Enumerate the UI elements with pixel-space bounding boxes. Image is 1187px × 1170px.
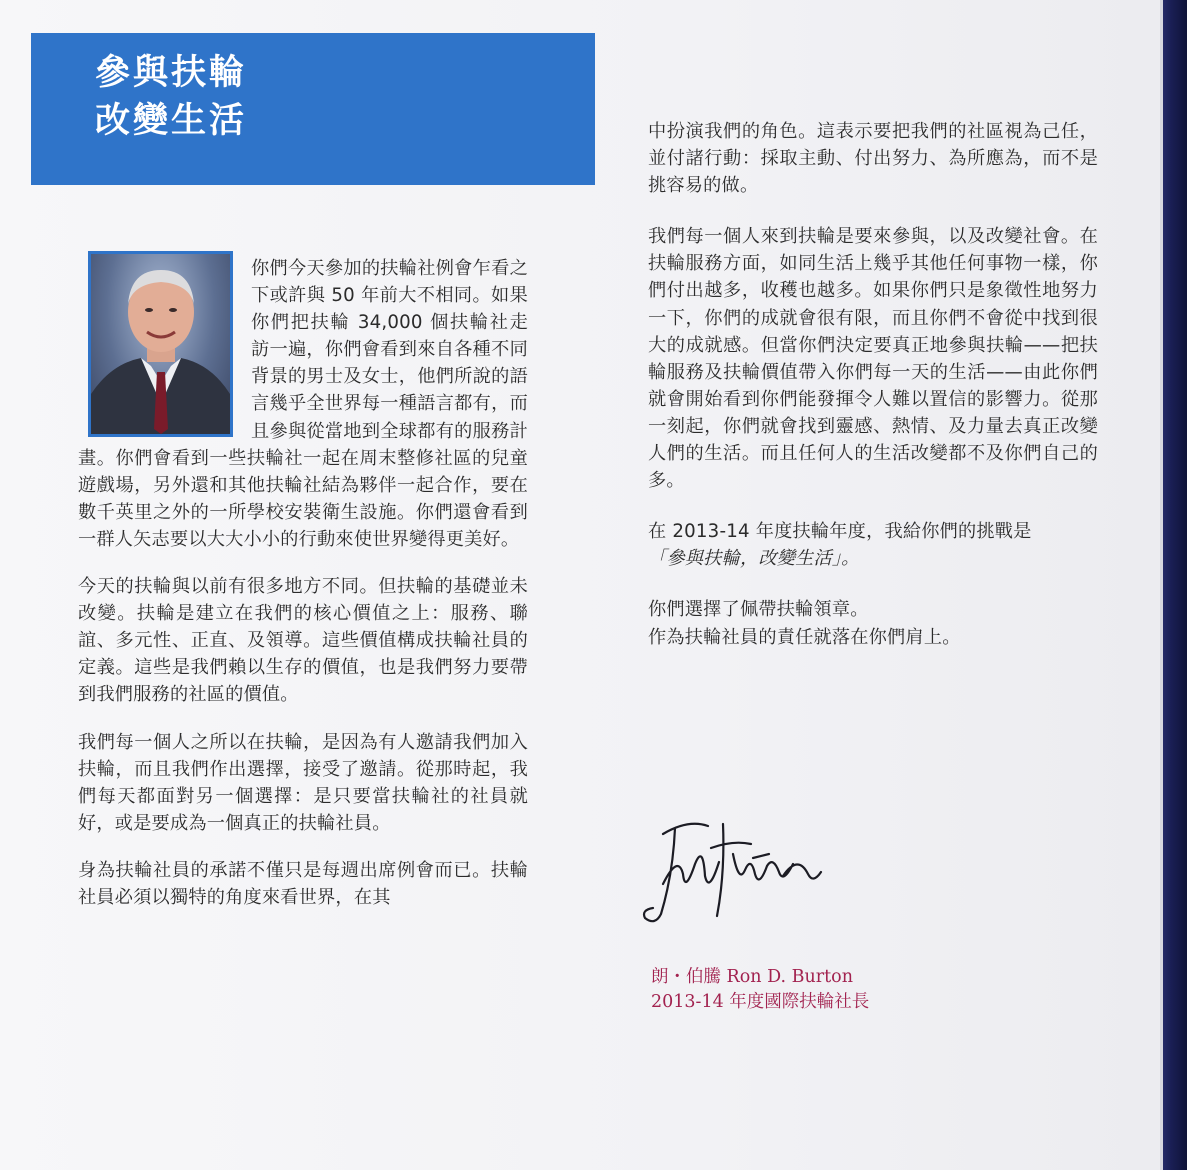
- title-line-2: 改變生活: [95, 101, 248, 141]
- signatory-name: 朗・伯騰 Ron D. Burton: [651, 967, 853, 987]
- photo-wrap-spacer: [78, 255, 251, 441]
- title-banner: [31, 33, 595, 185]
- title-line-1: 參與扶輪: [95, 53, 248, 93]
- left-paragraph-2: 今天的扶輪與以前有很多地方不同。但扶輪的基礎並未改變。扶輪是建立在我們的核心價值之上：服務、聯誼、多元性、正直、及領導。這些價值構成扶輪社員的定義。這些是我們賴以生存的價值，也是我們努力要帶到我們服務的社區的價值。: [78, 576, 528, 706]
- right-paragraph-3: [648, 518, 1098, 572]
- right-paragraph-1: 中扮演我們的角色。這表示要把我們的社區視為己任，並付諸行動：採取主動、付出努力、為所應為，而不是挑容易的做。: [648, 121, 1098, 197]
- closing-line-1: 你們選擇了佩帶扶輪領章。: [648, 599, 869, 621]
- challenge-intro: 在 2013-14 年度扶輪年度，我給你們的挑戰是: [648, 521, 1032, 543]
- left-text-column: [78, 255, 528, 911]
- left-paragraph-1: 你們今天參加的扶輪社例會乍看之下或許與 50 年前大不相同。如果你們把扶輪 34,000 個扶輪社走訪一遍，你們會看到來自各種不同背景的男士及女士，他們所說的語言幾乎全世界每一種語言都有，而且參與從當地到全球都有的服務計畫。你們會看到一些扶輪社一起在周末整修社區的兒童遊戲場，另外還和其他扶輪社結為夥伴一起合作，要在數千英里之外的一所學校安裝衛生設施。你們還會看到一群人矢志要以大大小小的行動來使世界變得更美好。: [78, 258, 528, 550]
- closing-line-2: 作為扶輪社員的責任就落在你們肩上。: [648, 626, 961, 648]
- right-paragraph-2: 我們每一個人來到扶輪是要來參與，以及改變社會。在扶輪服務方面，如同生活上幾乎其他任何事物一樣，你們付出越多，收穫也越多。如果你們只是象徵性地努力一下，你們的成就會很有限，而且你們不會從中找到很大的成就感。但當你們決定要真正地參與扶輪——把扶輪服務及扶輪價值帶入你們每一天的生活——由此你們就會開始看到你們能發揮令人難以置信的影響力。從那一刻起，你們就會找到靈感、熱情、及力量去真正改變人們的生活。而且任何人的生活改變都不及你們自己的多。: [648, 226, 1098, 492]
- left-paragraph-3: 我們每一個人之所以在扶輪，是因為有人邀請我們加入扶輪，而且我們作出選擇，接受了邀請。從那時起，我們每天都面對另一個選擇：是只要當扶輪社的社員就好，或是要成為一個真正的扶輪社員。: [78, 731, 528, 834]
- binding-spine: [1160, 0, 1187, 1170]
- signatory-title: 2013-14 年度國際扶輪社長: [651, 992, 870, 1012]
- handwritten-signature: [633, 814, 833, 934]
- right-text-column: [648, 118, 1098, 651]
- left-paragraph-4: 身為扶輪社員的承諾不僅只是每週出席例會而已。扶輪社員必須以獨特的角度來看世界，在其: [78, 859, 528, 908]
- right-paragraph-4: [648, 596, 1098, 650]
- challenge-quote: 「參與扶輪，改變生活」。: [648, 548, 860, 570]
